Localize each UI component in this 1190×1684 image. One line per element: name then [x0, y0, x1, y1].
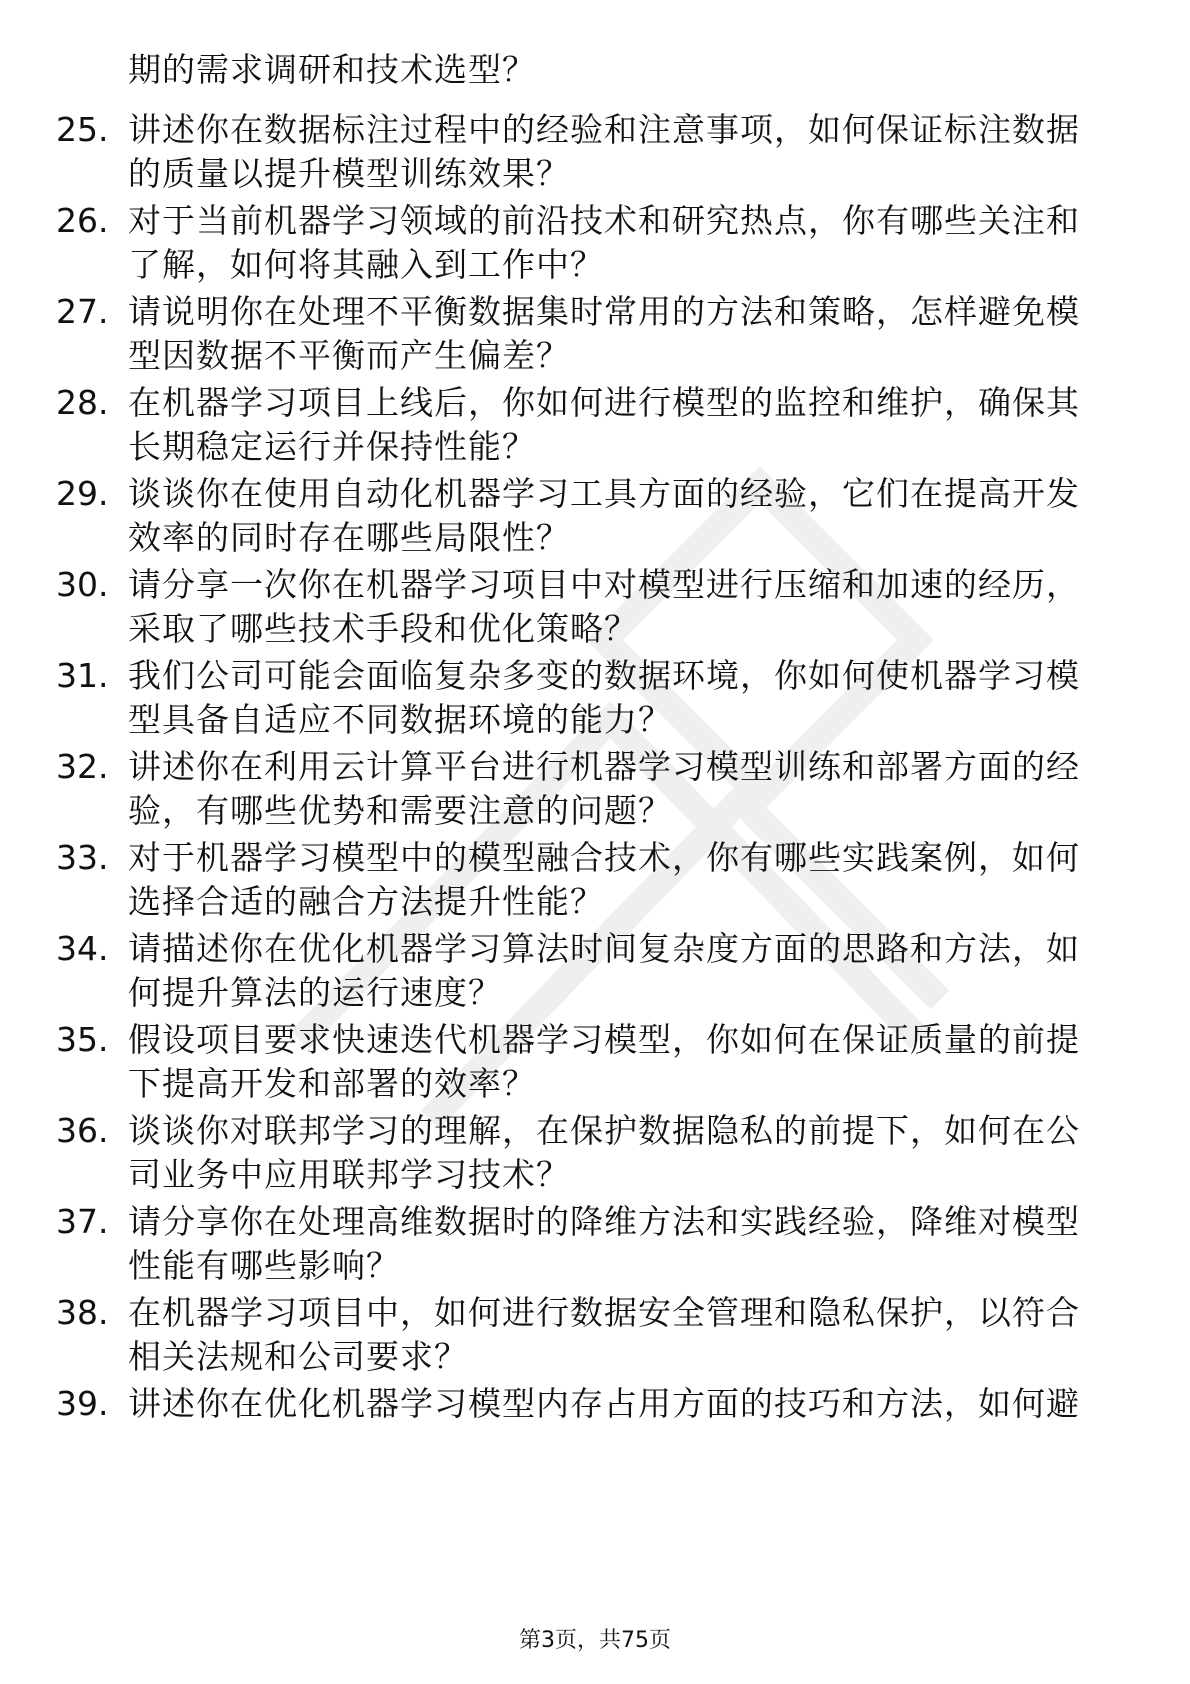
item-number: 29.	[56, 474, 109, 513]
item-text	[128, 1382, 1108, 1470]
item-text	[128, 199, 1108, 287]
item-line: 请说明你在处理不平衡数据集时常用的方法和策略，怎样避免模	[128, 292, 1080, 331]
item-number: 32.	[56, 747, 109, 786]
item-line: 何提升算法的运行速度？	[128, 973, 502, 1012]
item-text	[128, 472, 1108, 560]
item-line: 型具备自适应不同数据环境的能力？	[128, 700, 672, 739]
list-item	[0, 381, 1190, 471]
item-text	[128, 654, 1108, 742]
item-text	[128, 563, 1108, 651]
list-item	[0, 1109, 1190, 1199]
list-item	[0, 836, 1190, 926]
item-text	[128, 1200, 1108, 1288]
item-line: 请分享你在处理高维数据时的降维方法和实践经验，降维对模型	[128, 1202, 1080, 1241]
item-line	[128, 1426, 1108, 1470]
item-number: 36.	[56, 1111, 109, 1150]
item-line: 的质量以提升模型训练效果？	[128, 154, 570, 193]
item-number: 35.	[56, 1020, 109, 1059]
item-text	[128, 745, 1108, 833]
item-line: 相关法规和公司要求？	[128, 1337, 468, 1376]
item-line: 我们公司可能会面临复杂多变的数据环境，你如何使机器学习模	[128, 656, 1080, 695]
item-text	[128, 927, 1108, 1015]
item-line: 谈谈你在使用自动化机器学习工具方面的经验，它们在提高开发	[128, 474, 1080, 513]
item-line: 在机器学习项目中，如何进行数据安全管理和隐私保护，以符合	[128, 1293, 1080, 1332]
item-number: 25.	[56, 110, 109, 149]
item-number: 33.	[56, 838, 109, 877]
item-text	[128, 381, 1108, 469]
item-text	[128, 1291, 1108, 1379]
list-item	[0, 1291, 1190, 1381]
page-footer: 第3页，共75页	[519, 1628, 671, 1653]
item-line: 讲述你在利用云计算平台进行机器学习模型训练和部署方面的经	[128, 747, 1080, 786]
list-item	[0, 108, 1190, 198]
list-item	[0, 1018, 1190, 1108]
item-text	[128, 1018, 1108, 1106]
list-item	[0, 745, 1190, 835]
item-text	[128, 108, 1108, 196]
item-line: 讲述你在数据标注过程中的经验和注意事项，如何保证标注数据	[128, 110, 1080, 149]
list-item	[0, 1382, 1190, 1472]
list-item	[0, 654, 1190, 744]
list-item	[0, 199, 1190, 289]
item-line: 型因数据不平衡而产生偏差？	[128, 336, 570, 375]
item-number: 30.	[56, 565, 109, 604]
item-line: 在机器学习项目上线后，你如何进行模型的监控和维护，确保其	[128, 383, 1080, 422]
item-text	[128, 1109, 1108, 1197]
item-number: 38.	[56, 1293, 109, 1332]
item-line: 了解，如何将其融入到工作中？	[128, 245, 604, 284]
item-line: 长期稳定运行并保持性能？	[128, 427, 536, 466]
item-number: 28.	[56, 383, 109, 422]
item-number: 26.	[56, 201, 109, 240]
item-number: 27.	[56, 292, 109, 331]
item-line: 下提高开发和部署的效率？	[128, 1064, 536, 1103]
item-number: 37.	[56, 1202, 109, 1241]
item-line: 选择合适的融合方法提升性能？	[128, 882, 604, 921]
item-text	[128, 836, 1108, 924]
item-line: 讲述你在优化机器学习模型内存占用方面的技巧和方法，如何避	[128, 1384, 1080, 1423]
item-line: 性能有哪些影响？	[128, 1246, 400, 1285]
item-line: 验，有哪些优势和需要注意的问题？	[128, 791, 672, 830]
item-line: 司业务中应用联邦学习技术？	[128, 1155, 570, 1194]
item-line: 对于当前机器学习领域的前沿技术和研究热点，你有哪些关注和	[128, 201, 1080, 240]
continuation-text: 期的需求调研和技术选型？	[128, 50, 536, 89]
list-item	[0, 1200, 1190, 1290]
item-number: 39.	[56, 1384, 109, 1423]
list-item	[0, 927, 1190, 1017]
item-number: 34.	[56, 929, 109, 968]
item-line: 假设项目要求快速迭代机器学习模型，你如何在保证质量的前提	[128, 1020, 1080, 1059]
item-text	[128, 290, 1108, 378]
item-number: 31.	[56, 656, 109, 695]
item-line: 效率的同时存在哪些局限性？	[128, 518, 570, 557]
list-item	[0, 563, 1190, 653]
list-item	[0, 472, 1190, 562]
item-line: 请分享一次你在机器学习项目中对模型进行压缩和加速的经历，	[128, 565, 1080, 604]
item-line: 谈谈你对联邦学习的理解，在保护数据隐私的前提下，如何在公	[128, 1111, 1080, 1150]
list-item	[0, 290, 1190, 380]
item-line: 请描述你在优化机器学习算法时间复杂度方面的思路和方法，如	[128, 929, 1080, 968]
item-line: 采取了哪些技术手段和优化策略？	[128, 609, 638, 648]
item-line: 对于机器学习模型中的模型融合技术，你有哪些实践案例，如何	[128, 838, 1080, 877]
